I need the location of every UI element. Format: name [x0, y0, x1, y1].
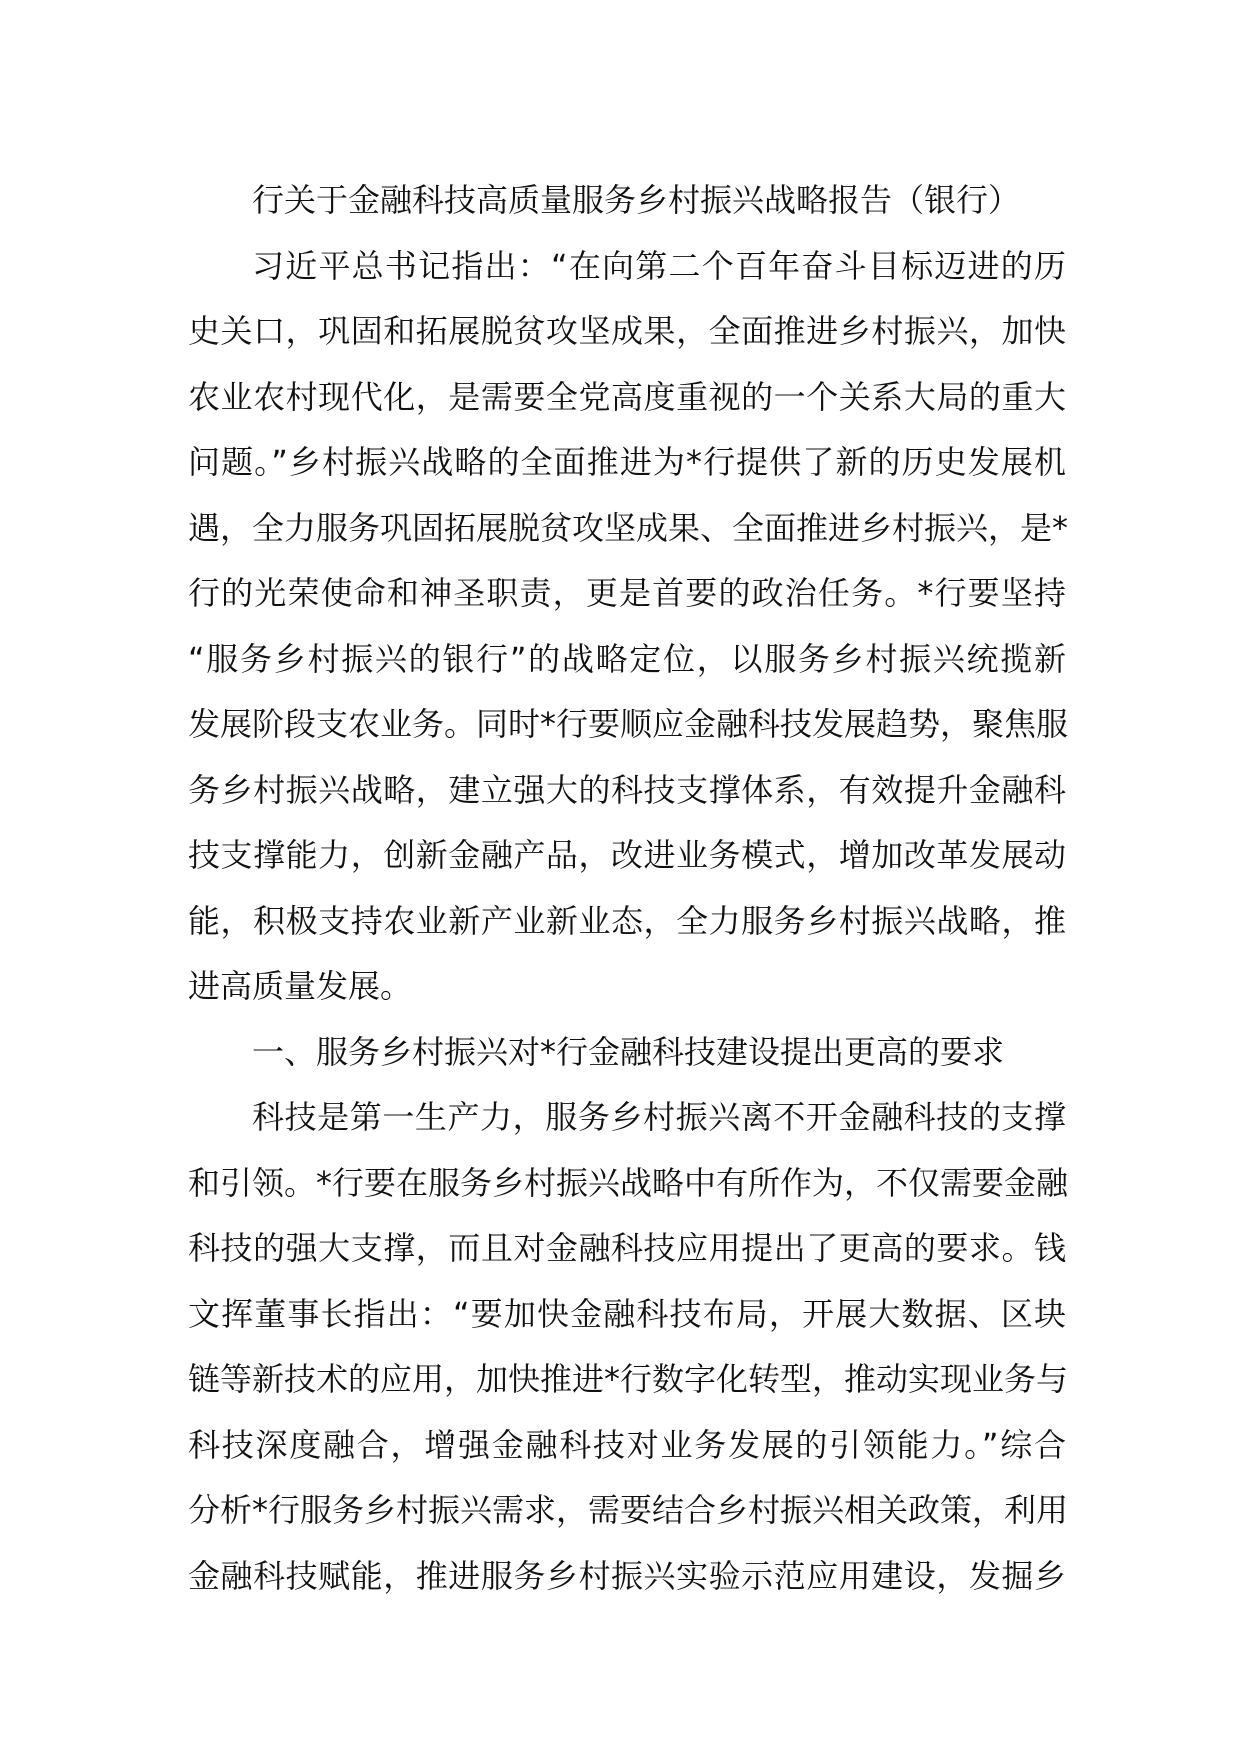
paragraph-line: 科技是第一生产力，服务乡村振兴离不开金融科技的支撑	[252, 1098, 1066, 1136]
paragraph-line: 农业农村现代化，是需要全党高度重视的一个关系大局的重大	[188, 377, 1066, 416]
paragraph-line: 技支撑能力，创新金融产品，改进业务模式，增加改革发展动	[188, 836, 1066, 874]
paragraph-2	[188, 1085, 1069, 1609]
paragraph-line: 链等新技术的应用，加快推进*行数字化转型，推动实现业务与	[188, 1360, 1069, 1398]
paragraph-line: 发展阶段支农业务。同时*行要顺应金融科技发展趋势，聚焦服	[188, 705, 1069, 743]
paragraph-line: 遇，全力服务巩固拓展脱贫攻坚成果、全面推进乡村振兴，是*	[188, 508, 1069, 547]
paragraph-line: 和引领。*行要在服务乡村振兴战略中有所作为，不仅需要金融	[188, 1163, 1069, 1202]
document-body	[188, 168, 1069, 1609]
paragraph-line: 科技的强大支撑，而且对金融科技应用提出了更高的要求。钱	[188, 1229, 1066, 1267]
paragraph-1	[188, 234, 1069, 1020]
paragraph-line: 科技深度融合，增强金融科技对业务发展的引领能力。”综合	[188, 1425, 1066, 1464]
paragraph-line: 文挥董事长指出：“要加快金融科技布局，开展大数据、区块	[188, 1294, 1066, 1333]
paragraph-line: 分析*行服务乡村振兴需求，需要结合乡村振兴相关政策，利用	[188, 1491, 1069, 1529]
paragraph-line: 金融科技赋能，推进服务乡村振兴实验示范应用建设，发掘乡	[188, 1556, 1066, 1595]
paragraph-line: 能，积极支持农业新产业新业态，全力服务乡村振兴战略，推	[188, 901, 1066, 940]
paragraph-line: 务乡村振兴战略，建立强大的科技支撑体系，有效提升金融科	[188, 770, 1066, 809]
paragraph-line: 行的光荣使命和神圣职责，更是首要的政治任务。*行要坚持	[188, 574, 1066, 612]
paragraph-line: 史关口，巩固和拓展脱贫攻坚成果，全面推进乡村振兴，加快	[188, 312, 1066, 350]
paragraph-line: 问题。”乡村振兴战略的全面推进为*行提供了新的历史发展机	[188, 443, 1066, 481]
paragraph-line: “服务乡村振兴的银行”的战略定位，以服务乡村振兴统揽新	[188, 639, 1066, 678]
section-heading: 一、服务乡村振兴对*行金融科技建设提出更高的要求	[252, 1032, 1005, 1071]
document-title: 行关于金融科技高质量服务乡村振兴战略报告（银行）	[252, 181, 1021, 219]
paragraph-line: 进高质量发展。	[188, 967, 413, 1005]
paragraph-line: 习近平总书记指出：“在向第二个百年奋斗目标迈进的历	[252, 246, 1066, 285]
